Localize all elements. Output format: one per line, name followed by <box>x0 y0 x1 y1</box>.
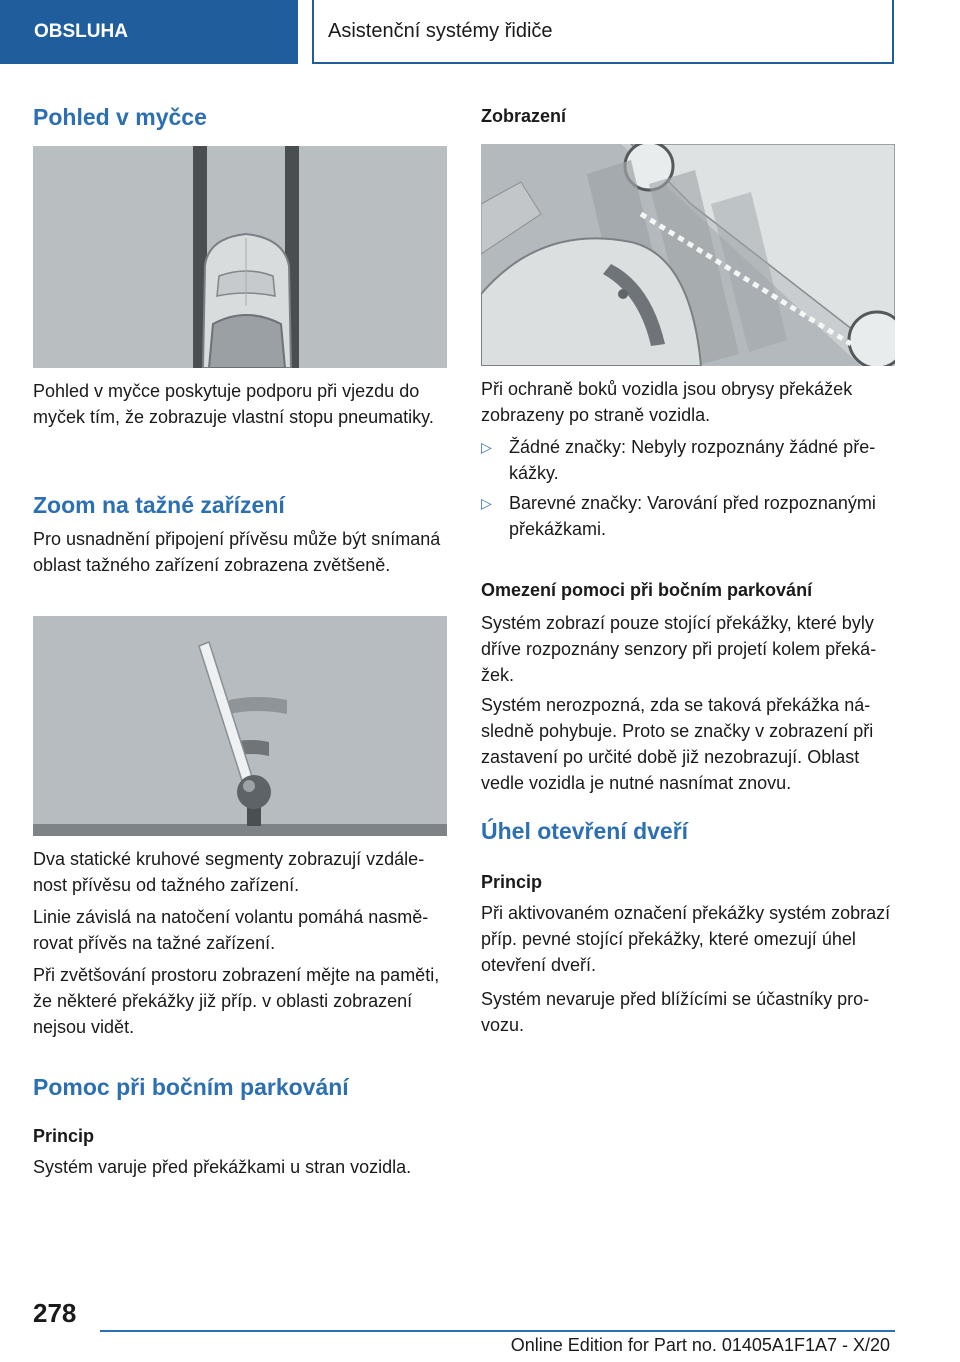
subheading-door-princip: Princip <box>481 872 543 892</box>
para-limits-2: Systém nerozpozná, zda se taková překážka následně pohybuje. Proto se značky v zobrazení při zastavení po určité době již nezobrazují. Oblast vedle vozidla je nutné nasnímat znovu. <box>481 695 874 793</box>
subheading-limits: Omezení pomoci při bočním parkování <box>481 580 813 600</box>
subheading-princip: Princip <box>33 1126 95 1146</box>
page-number: 278 <box>33 1298 77 1328</box>
figure-towbar-zoom <box>33 616 447 836</box>
heading-door-angle: Úhel otevření dveří <box>481 818 689 844</box>
para-limits-1: Systém zobrazí pouze stojící překážky, které byly dříve rozpoznány senzory při projetí kolem překážek. <box>481 613 877 685</box>
list-item-text: Žádné značky: Nebyly rozpoznány žádné překážky. <box>509 437 876 483</box>
chapter-title: Asistenční systémy řidiče <box>328 19 553 42</box>
heading-wash-view: Pohled v myčce <box>33 104 207 130</box>
para-display: Při ochraně boků vozidla jsou obrysy překážek zobrazeny po straně vozidla. <box>481 379 853 425</box>
para-wash-view: Pohled v myčce poskytuje podporu při vjezdu do myček tím, že zobrazuje vlastní stopu pneumatiky. <box>33 381 434 427</box>
list-item <box>481 490 897 542</box>
heading-towbar-zoom: Zoom na tažné zařízení <box>33 492 285 518</box>
heading-side-parking: Pomoc při bočním parkování <box>33 1074 349 1100</box>
footer-divider <box>100 1330 895 1332</box>
triangle-bullet-icon: ▷ <box>481 495 492 511</box>
figure-wash-view <box>33 146 447 368</box>
para-towbar-zoom: Pro usnadnění připojení přívěsu může být snímaná oblast tažného zařízení zobrazena zvětšeně. <box>33 529 441 575</box>
para-door-1: Při aktivovaném označení překážky systém zobrazí příp. pevné stojící překážky, které omezují úhel otevření dveří. <box>481 903 891 975</box>
figure-side-view <box>481 144 895 366</box>
para-zoom-note: Při zvětšování prostoru zobrazení mějte na paměti, že některé překážky již příp. v oblasti zobrazení nejsou vidět. <box>33 965 440 1037</box>
edition-note: Online Edition for Part no. 01405A1F1A7 - X/20 <box>510 1335 890 1355</box>
list-item-text: Barevné značky: Varování před rozpoznanými překážkami. <box>509 493 876 539</box>
para-steering-line: Linie závislá na natočení volantu pomáhá nasměrovat přívěs na tažné zařízení. <box>33 907 429 953</box>
para-princip: Systém varuje před překážkami u stran vozidla. <box>33 1157 412 1177</box>
para-segments: Dva statické kruhové segmenty zobrazují vzdálenost přívěsu od tažného zařízení. <box>33 849 425 895</box>
section-tab <box>0 0 298 64</box>
list-item <box>481 434 897 486</box>
chapter-title-box <box>312 0 894 64</box>
subheading-display: Zobrazení <box>481 106 567 126</box>
para-door-2: Systém nevaruje před blížícími se účastníky provozu. <box>481 989 870 1035</box>
section-label: OBSLUHA <box>34 21 128 42</box>
triangle-bullet-icon: ▷ <box>481 439 492 455</box>
